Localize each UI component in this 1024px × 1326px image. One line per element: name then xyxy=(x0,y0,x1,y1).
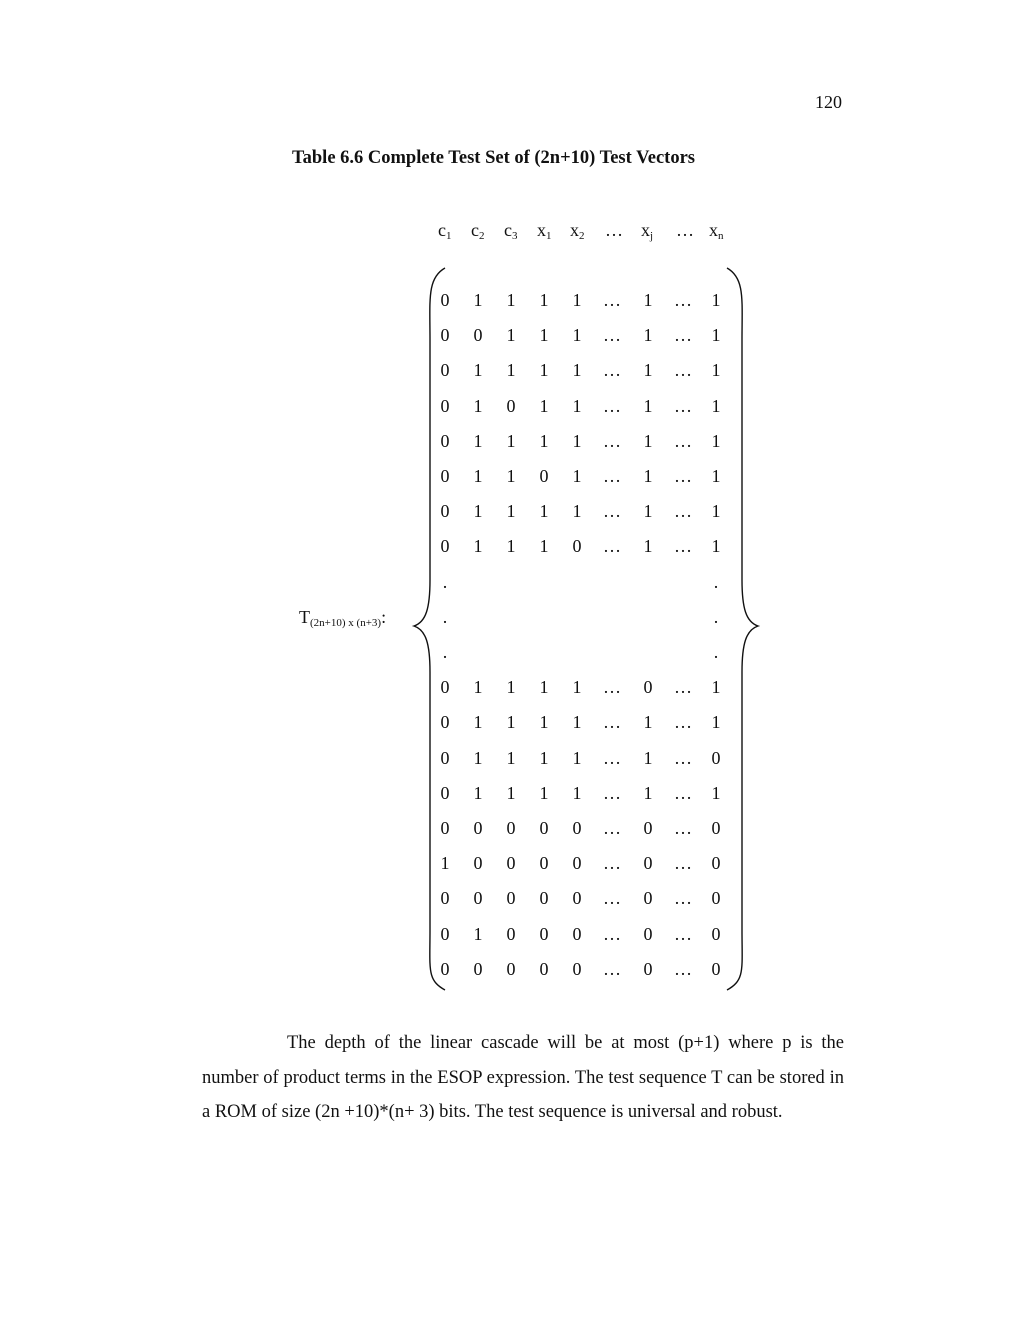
matrix-cell: 0 xyxy=(440,360,450,381)
matrix-cell: … xyxy=(674,958,692,979)
matrix-cell: 1 xyxy=(643,360,653,381)
matrix-cell: 0 xyxy=(440,677,450,698)
matrix-cell: … xyxy=(603,360,621,381)
matrix-cell: 0 xyxy=(506,853,516,874)
matrix-cell: 0 xyxy=(539,958,549,979)
matrix-cell: 1 xyxy=(711,712,721,733)
matrix-cell: 0 xyxy=(506,818,516,838)
matrix-cell: … xyxy=(603,712,621,733)
matrix-cell: … xyxy=(603,677,621,698)
matrix-cell: 0 xyxy=(711,747,721,768)
matrix-cell: 0 xyxy=(440,782,450,803)
matrix-cell: . xyxy=(442,571,448,592)
matrix-cell: 1 xyxy=(711,501,721,522)
matrix-cell: 1 xyxy=(711,430,721,451)
matrix-cell: 1 xyxy=(506,712,516,733)
column-header-subscript: n xyxy=(718,230,724,242)
matrix-cell: 1 xyxy=(473,395,483,416)
matrix-cell: 0 xyxy=(711,958,721,979)
matrix-cell: 1 xyxy=(473,430,483,451)
column-header-base: x xyxy=(570,220,579,240)
matrix-cell: 1 xyxy=(572,395,582,416)
matrix-cell: . xyxy=(442,606,448,627)
matrix-cell: 1 xyxy=(473,747,483,768)
matrix-cell: 1 xyxy=(711,290,721,310)
matrix-cell: 1 xyxy=(539,290,549,310)
column-header-subscript: 2 xyxy=(479,230,485,242)
matrix-cell: 1 xyxy=(506,466,516,486)
matrix-cell: 0 xyxy=(440,923,450,944)
matrix-cell: 0 xyxy=(572,536,582,557)
matrix-cell: … xyxy=(674,782,692,803)
matrix-cell: 0 xyxy=(711,818,721,838)
matrix-cell: … xyxy=(674,853,692,874)
matrix-cell: 1 xyxy=(572,501,582,522)
matrix-cell: 0 xyxy=(473,818,483,838)
matrix-cell: … xyxy=(674,325,692,346)
matrix-cell: 1 xyxy=(506,360,516,381)
page-number: 120 xyxy=(815,92,842,112)
matrix-cell: 1 xyxy=(539,712,549,733)
column-header-base: … xyxy=(676,220,694,240)
matrix-cell: 1 xyxy=(440,853,450,874)
body-paragraph: The depth of the linear cascade will be at most (p+1) where p is the number of product terms in the ESOP expression. The test sequence T can be stored in a ROM of size (2n +10)*(n+ 3) bits. The test sequence is universal and robust. xyxy=(202,1033,844,1122)
matrix-cell: 1 xyxy=(572,360,582,381)
matrix-cell: 1 xyxy=(539,325,549,346)
matrix-cell: 1 xyxy=(572,325,582,346)
matrix-cell: … xyxy=(603,501,621,522)
matrix-cell: … xyxy=(674,677,692,698)
matrix-cell: 0 xyxy=(506,888,516,909)
matrix-cell: 1 xyxy=(539,677,549,698)
matrix-cell: 0 xyxy=(440,888,450,909)
matrix-cell: 0 xyxy=(643,923,653,944)
column-header-subscript: 2 xyxy=(579,230,585,242)
matrix-cell: 1 xyxy=(506,501,516,522)
matrix-cell: … xyxy=(603,958,621,979)
matrix-cell: 0 xyxy=(440,290,450,310)
matrix-cell: 1 xyxy=(539,747,549,768)
column-header-subscript: 1 xyxy=(546,230,552,242)
column-header-base: c xyxy=(504,220,512,240)
matrix-cell: 1 xyxy=(539,430,549,451)
matrix-cell: 1 xyxy=(473,712,483,733)
matrix-cell: 1 xyxy=(473,360,483,381)
matrix-cell: 1 xyxy=(643,325,653,346)
matrix-cell: 0 xyxy=(440,501,450,522)
matrix-cell: … xyxy=(603,466,621,486)
matrix-cell: 0 xyxy=(473,888,483,909)
matrix-cell: 1 xyxy=(539,360,549,381)
matrix-cell: … xyxy=(603,888,621,909)
matrix-cell: 0 xyxy=(711,923,721,944)
matrix-cell: 0 xyxy=(643,853,653,874)
matrix-cell: 1 xyxy=(473,501,483,522)
matrix-cell: … xyxy=(674,360,692,381)
matrix-cell: 1 xyxy=(643,430,653,451)
matrix-cell: 1 xyxy=(643,747,653,768)
matrix-cell: 1 xyxy=(711,325,721,346)
column-header-base: c xyxy=(438,220,446,240)
matrix-cell: 0 xyxy=(440,958,450,979)
matrix-cell: 1 xyxy=(539,536,549,557)
column-header-subscript: 3 xyxy=(512,230,518,242)
matrix-cell: 1 xyxy=(643,395,653,416)
matrix-cell: 1 xyxy=(643,466,653,486)
matrix-cell: … xyxy=(674,923,692,944)
matrix-cell: 0 xyxy=(711,853,721,874)
matrix-cell: 0 xyxy=(643,677,653,698)
matrix-cell: 1 xyxy=(643,536,653,557)
matrix-cell: … xyxy=(674,395,692,416)
matrix-cell: 1 xyxy=(506,325,516,346)
matrix-label-subscript: (2n+10) x (n+3) xyxy=(310,617,382,629)
matrix-cell: … xyxy=(674,501,692,522)
matrix-cell: 0 xyxy=(539,818,549,838)
matrix-cell: 0 xyxy=(506,395,516,416)
matrix-cell: 0 xyxy=(572,818,582,838)
matrix-label-suffix: : xyxy=(381,607,387,627)
matrix-cell: 1 xyxy=(506,747,516,768)
column-header-base: c xyxy=(471,220,479,240)
matrix-cell: 0 xyxy=(440,430,450,451)
table-title: Table 6.6 Complete Test Set of (2n+10) Test Vectors xyxy=(292,148,695,168)
matrix-cell: 1 xyxy=(643,782,653,803)
matrix-cell: . xyxy=(713,571,719,592)
matrix-cell: … xyxy=(674,430,692,451)
matrix-cell: 0 xyxy=(506,923,516,944)
matrix-cell: 0 xyxy=(506,958,516,979)
matrix-cell: 1 xyxy=(539,395,549,416)
matrix-cell: 1 xyxy=(572,677,582,698)
matrix-cell: … xyxy=(603,290,621,310)
matrix-cell: … xyxy=(603,923,621,944)
matrix-cell: 1 xyxy=(506,677,516,698)
matrix-cell: 1 xyxy=(473,782,483,803)
matrix-cell: 1 xyxy=(711,395,721,416)
matrix-cell: 1 xyxy=(473,536,483,557)
matrix-cell: … xyxy=(603,782,621,803)
matrix-cell: 0 xyxy=(473,325,483,346)
matrix-cell: 1 xyxy=(711,536,721,557)
matrix-cell: 1 xyxy=(506,290,516,310)
matrix-cell: 1 xyxy=(506,430,516,451)
column-header-base: x xyxy=(641,220,650,240)
matrix-cell: 0 xyxy=(572,888,582,909)
matrix-cell: … xyxy=(674,888,692,909)
matrix-cell: … xyxy=(674,747,692,768)
column-header-base: x xyxy=(537,220,546,240)
matrix-cell: 0 xyxy=(440,395,450,416)
matrix-cell: 1 xyxy=(473,466,483,486)
matrix-cell: 1 xyxy=(506,536,516,557)
matrix-cell: 0 xyxy=(711,888,721,909)
matrix-cell: 1 xyxy=(572,430,582,451)
matrix-cell: 0 xyxy=(539,888,549,909)
matrix-cell: 1 xyxy=(539,501,549,522)
matrix-cell: 1 xyxy=(506,782,516,803)
matrix-cell: 0 xyxy=(440,466,450,486)
matrix-cell: … xyxy=(674,818,692,838)
matrix-cell: . xyxy=(713,606,719,627)
matrix-cell: 1 xyxy=(572,747,582,768)
matrix-cell: 1 xyxy=(711,677,721,698)
matrix-cell: 0 xyxy=(440,818,450,838)
matrix-cell: 1 xyxy=(711,782,721,803)
matrix-cell: … xyxy=(674,290,692,310)
matrix-cell: 1 xyxy=(473,923,483,944)
column-header-subscript: j xyxy=(650,230,654,242)
matrix-cell: 1 xyxy=(539,782,549,803)
matrix-cell: 1 xyxy=(643,501,653,522)
matrix-cell: … xyxy=(603,853,621,874)
matrix-cell: 0 xyxy=(643,818,653,838)
matrix-cell: . xyxy=(713,642,719,662)
matrix-cell: … xyxy=(603,395,621,416)
matrix-cell: 1 xyxy=(473,677,483,698)
matrix-cell: 0 xyxy=(440,712,450,733)
matrix-cell: 0 xyxy=(539,853,549,874)
matrix-cell: 0 xyxy=(440,325,450,346)
matrix-cell: 1 xyxy=(473,290,483,310)
matrix-cell: 1 xyxy=(572,290,582,310)
matrix-cell: … xyxy=(603,536,621,557)
matrix-cell: . xyxy=(442,642,448,662)
matrix-cell: … xyxy=(674,712,692,733)
matrix-cell: 0 xyxy=(473,853,483,874)
matrix-cell: 1 xyxy=(711,360,721,381)
matrix-cell: 0 xyxy=(440,747,450,768)
matrix-cell: 1 xyxy=(711,466,721,486)
matrix-cell: … xyxy=(674,466,692,486)
matrix-cell: 0 xyxy=(643,888,653,909)
matrix-cell: 1 xyxy=(643,290,653,310)
matrix-cell: … xyxy=(603,747,621,768)
matrix-cell: 0 xyxy=(643,958,653,979)
matrix-label-main: T xyxy=(299,607,310,627)
column-header-base: x xyxy=(709,220,718,240)
matrix-cell: … xyxy=(603,325,621,346)
matrix-cell: 1 xyxy=(572,712,582,733)
matrix-cell: 0 xyxy=(572,923,582,944)
matrix-cell: … xyxy=(603,430,621,451)
matrix-cell: … xyxy=(603,818,621,838)
matrix-cell: 0 xyxy=(539,466,549,486)
matrix-cell: 1 xyxy=(572,782,582,803)
matrix-cell: 0 xyxy=(572,958,582,979)
matrix-cell: 0 xyxy=(572,853,582,874)
matrix-cell: 0 xyxy=(473,958,483,979)
matrix-cell: … xyxy=(674,536,692,557)
column-header-subscript: 1 xyxy=(446,230,452,242)
matrix-cell: 0 xyxy=(440,536,450,557)
matrix-cell: 0 xyxy=(539,923,549,944)
column-header-base: … xyxy=(605,220,623,240)
matrix-cell: 1 xyxy=(643,712,653,733)
matrix-cell: 1 xyxy=(572,466,582,486)
